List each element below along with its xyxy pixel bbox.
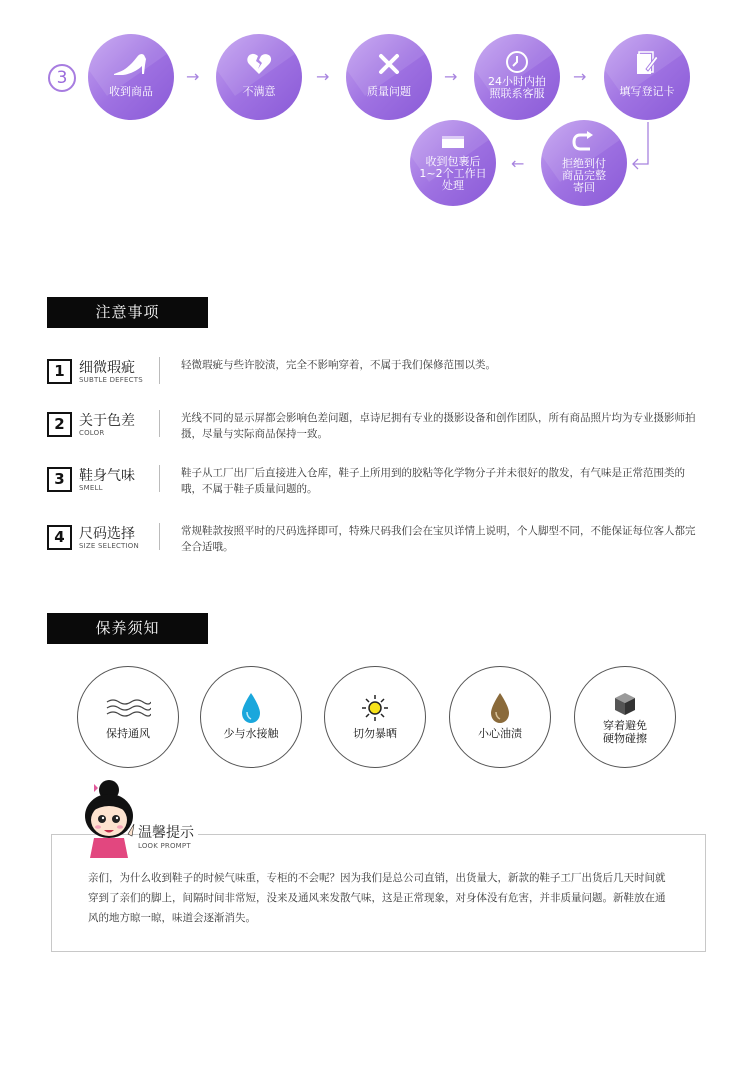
note-subtitle: SUBTLE DEFECTS [79,376,143,384]
arrow-right-icon: → [186,67,200,86]
tip-title: 温馨提示 [138,822,198,842]
step-receive-goods [88,34,174,120]
care-item-sun [324,666,426,768]
step-label: 质量问题 [367,85,411,98]
note-number: 2 [47,412,72,437]
cube-icon [575,687,675,721]
step-label: 收到包裹后 1~2个工作日 处理 [419,155,487,192]
note-description: 轻微瑕疵与些许胶渍，完全不影响穿着，不属于我们保修范围以类。 [181,359,496,371]
step-unsatisfied [216,34,302,120]
sun-icon [325,691,425,725]
arrow-right-icon: → [316,67,330,86]
note-item [47,410,707,450]
corner-arrow-icon [630,122,652,170]
care-item-water [200,666,302,768]
note-item [47,357,707,397]
note-description: 鞋子从工厂出厂后直接进入仓库，鞋子上所用到的胶粘等化学物分子并未很好的散发，有气味是正常范围类的哦，不属于鞋子质量问题的。 [181,467,685,495]
cross-icon [346,50,432,78]
arrow-right-icon: → [573,67,587,86]
notes-section-title: 注意事项 [47,297,208,328]
clock-icon [474,48,560,76]
divider [159,465,160,492]
care-item-oil [449,666,551,768]
care-label: 穿着避免 硬物碰擦 [603,719,647,745]
water-drop-icon [201,691,301,725]
note-subtitle: SMELL [79,484,103,492]
note-number: 4 [47,525,72,550]
oil-drop-icon [450,691,550,725]
step-contact-service [474,34,560,120]
care-label: 切勿暴晒 [353,727,397,740]
note-description: 常规鞋款按照平时的尺码选择即可，特殊尺码我们会在宝贝详情上说明，个人脚型不同，不能保证每位客人都完全合适哦。 [181,525,696,553]
step-fill-form [604,34,690,120]
note-title: 细微瑕疵 [79,360,135,376]
arrow-left-icon: ← [511,154,525,173]
form-pen-icon [604,50,690,78]
step-label: 填写登记卡 [619,85,675,98]
step-label: 拒绝到付 商品完整 寄回 [562,157,606,194]
wind-icon [78,691,178,725]
note-item [47,523,707,563]
note-item [47,465,707,505]
care-label: 保持通风 [106,727,150,740]
step-label: 收到商品 [109,85,153,98]
divider [159,523,160,550]
high-heel-shoe-icon [88,50,174,78]
step-label: 不满意 [242,85,276,98]
step-label: 24小时内拍 照联系客服 [488,75,546,100]
note-title: 尺码选择 [79,526,135,542]
card-icon [410,132,496,152]
step-process-package [410,120,496,206]
step-quality-issue [346,34,432,120]
step-number: 3 [48,64,76,92]
broken-heart-icon [216,50,302,78]
care-label: 小心油渍 [478,727,522,740]
arrow-right-icon: → [444,67,458,86]
cartoon-girl-mascot [80,778,138,858]
note-title: 鞋身气味 [79,468,135,484]
note-description: 光线不同的显示屏都会影响色差问题，卓诗尼拥有专业的摄影设备和创作团队，所有商品照片均为专业摄影师拍摄，尽量与实际商品保持一致。 [181,412,696,440]
divider [159,357,160,384]
return-arrow-icon [541,130,627,154]
note-subtitle: SIZE SELECTION [79,542,139,550]
note-number: 1 [47,359,72,384]
tip-subtitle: LOOK PROMPT [138,842,191,850]
divider [159,410,160,437]
care-section-title: 保养须知 [47,613,208,644]
care-item-ventilate [77,666,179,768]
note-number: 3 [47,467,72,492]
tip-text: 亲们，为什么收到鞋子的时候气味重，专柜的不会呢？因为我们是总公司直销，出货量大，新款的鞋子工厂出货后几天时间就穿到了亲们的脚上，间隔时间非常短，没来及通风来发散气味，这是正常现象，对身体没有危害，并非质量问题。新鞋放在通风的地方晾一晾，味道会逐渐消失。 [88,872,666,924]
step-return-goods [541,120,627,206]
care-label: 少与水接触 [223,727,279,740]
care-item-hard-objects [574,666,676,768]
note-subtitle: COLOR [79,429,105,437]
note-title: 关于色差 [79,413,135,429]
